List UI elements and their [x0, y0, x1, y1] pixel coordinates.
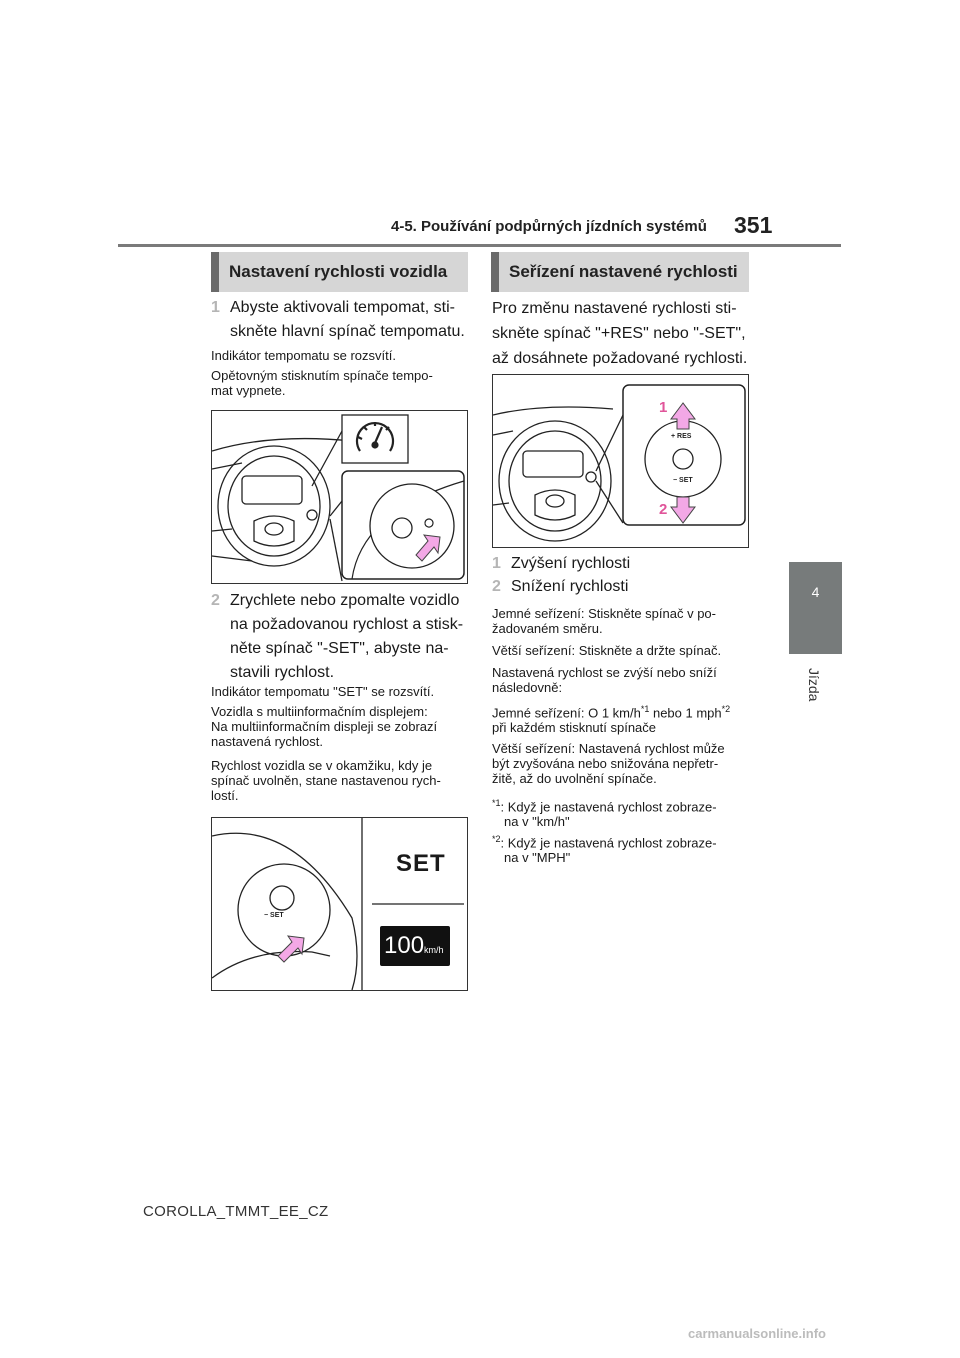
step-1-text-line1: Abyste aktivovali tempomat, sti- — [230, 299, 455, 316]
step-2 — [211, 589, 476, 685]
note-multi-display-line1: Vozidla s multiinformačním displejem: — [211, 704, 428, 719]
chapter-tab-number: 4 — [811, 584, 820, 600]
fine-adjust-note — [492, 606, 754, 636]
set-indicator-text: SET — [396, 850, 446, 877]
adjust-intro — [492, 296, 762, 371]
note-multi-display — [211, 704, 471, 749]
fine-increment-text: Jemné seřízení: O 1 km/h — [492, 705, 641, 721]
fine-increment-note — [492, 702, 754, 735]
page-number: 351 — [734, 212, 773, 238]
step-1 — [211, 296, 476, 344]
step-2-text-line1: Zrychlete nebo zpomalte vozidlo — [230, 592, 460, 609]
press-set-arrow-icon — [278, 936, 304, 962]
note-indicator-on: Indikátor tempomatu se rozsvítí. — [211, 348, 396, 363]
note-multi-display-line3: nastavená rychlost. — [211, 734, 324, 749]
res-set-switch-illustration — [493, 375, 748, 547]
legend-item-1 — [492, 552, 757, 576]
chapter-tab-label: Jízda — [806, 668, 822, 702]
note-set-indicator: Indikátor tempomatu "SET" se rozsvítí. — [211, 684, 435, 699]
legend-1-text: Zvýšení rychlosti — [511, 555, 631, 572]
adjust-intro-line1: Pro změnu nastavené rychlosti sti- — [492, 300, 737, 317]
speed-change-line2: následovně: — [492, 680, 563, 695]
footnote-1-line1: : Když je nastavená rychlost zobraze- — [500, 799, 717, 815]
set-speed-value: 100 — [384, 932, 425, 959]
footnote-2 — [492, 832, 754, 865]
step-2-text-line2: na požadovanou rychlost a stisk- — [230, 616, 464, 633]
footnote-ref-2: *2 — [721, 704, 731, 714]
footnote-2-line1: : Když je nastavená rychlost zobraze- — [500, 835, 717, 851]
fine-adjust-line1: Jemné seřízení: Stiskněte spínač v po- — [492, 606, 716, 621]
note-release-line3: lostí. — [211, 788, 239, 803]
document-code: COROLLA_TMMT_EE_CZ — [143, 1203, 329, 1220]
fine-increment-mph: nebo 1 mph — [649, 705, 722, 721]
set-speed-unit: km/h — [424, 945, 444, 955]
speed-change-note — [492, 665, 754, 695]
watermark: carmanualsonline.info — [688, 1326, 826, 1341]
step-1-number: 1 — [211, 299, 220, 316]
note-release-speed — [211, 758, 471, 803]
callout-1: 1 — [659, 399, 668, 416]
note-multi-display-line2: Na multiinformačním displeji se zobrazí — [211, 719, 438, 734]
steering-wheel-illustration — [212, 411, 467, 583]
figure-main-switch — [211, 410, 468, 584]
footnote-ref-1: *1 — [640, 704, 650, 714]
fine-adjust-line2: žadovaném směru. — [492, 621, 603, 636]
legend-2-text: Snížení rychlosti — [511, 578, 629, 595]
fine-increment-line2: při každém stisknutí spínače — [492, 720, 657, 736]
section-title-adjust-speed: Seřízení nastavené rychlosti — [491, 252, 749, 292]
footnote-2-mark: *2 — [492, 834, 501, 844]
chapter-tab — [789, 562, 842, 654]
step-2-text-line3: něte spínač "-SET", abyste na- — [230, 640, 449, 657]
large-adjust-note: Větší seřízení: Stiskněte a držte spínač. — [492, 643, 722, 658]
section-title-set-speed: Nastavení rychlosti vozidla — [211, 252, 468, 292]
callout-2: 2 — [659, 501, 668, 518]
continuous-line2: být zvyšována nebo snižována nepřetr- — [492, 756, 719, 771]
header-divider — [118, 244, 841, 247]
adjust-intro-line2: skněte spínač "+RES" nebo "-SET", — [492, 325, 746, 342]
set-button-label: − SET — [264, 912, 284, 919]
footnote-1-mark: *1 — [492, 798, 501, 808]
footnote-1 — [492, 796, 754, 829]
footnote-2-line2: na v "MPH" — [504, 850, 571, 866]
legend-1-number: 1 — [492, 555, 501, 572]
continuous-line3: žitě, až do uvolnění spínače. — [492, 771, 657, 786]
note-turn-off-line1: Opětovným stisknutím spínače tempo- — [211, 368, 433, 383]
step-1-text-line2: skněte hlavní spínač tempomatu. — [230, 323, 465, 340]
legend-item-2 — [492, 575, 757, 599]
speed-display — [380, 926, 450, 966]
note-turn-off — [211, 368, 471, 398]
speed-change-line1: Nastavená rychlost se zvýší nebo sníží — [492, 665, 717, 680]
legend-2-number: 2 — [492, 578, 501, 595]
note-release-line2: spínač uvolněn, stane nastavenou rych- — [211, 773, 441, 788]
step-2-number: 2 — [211, 592, 220, 609]
chapter-title: 4-5. Používání podpůrných jízdních systémů — [391, 218, 707, 235]
figure-res-set-switch — [492, 374, 749, 548]
continuous-line1: Větší seřízení: Nastavená rychlost může — [492, 741, 725, 756]
note-turn-off-line2: mat vypnete. — [211, 383, 286, 398]
set-button-label-right: − SET — [673, 477, 693, 484]
footnote-1-line2: na v "km/h" — [504, 814, 570, 830]
step-2-text-line4: stavili rychlost. — [230, 664, 335, 681]
figure-set-switch — [211, 817, 468, 991]
note-release-line1: Rychlost vozidla se v okamžiku, kdy je — [211, 758, 433, 773]
adjust-intro-line3: až dosáhnete požadované rychlosti. — [492, 350, 748, 367]
res-button-label: + RES — [671, 433, 692, 440]
continuous-adjust-note — [492, 741, 754, 786]
